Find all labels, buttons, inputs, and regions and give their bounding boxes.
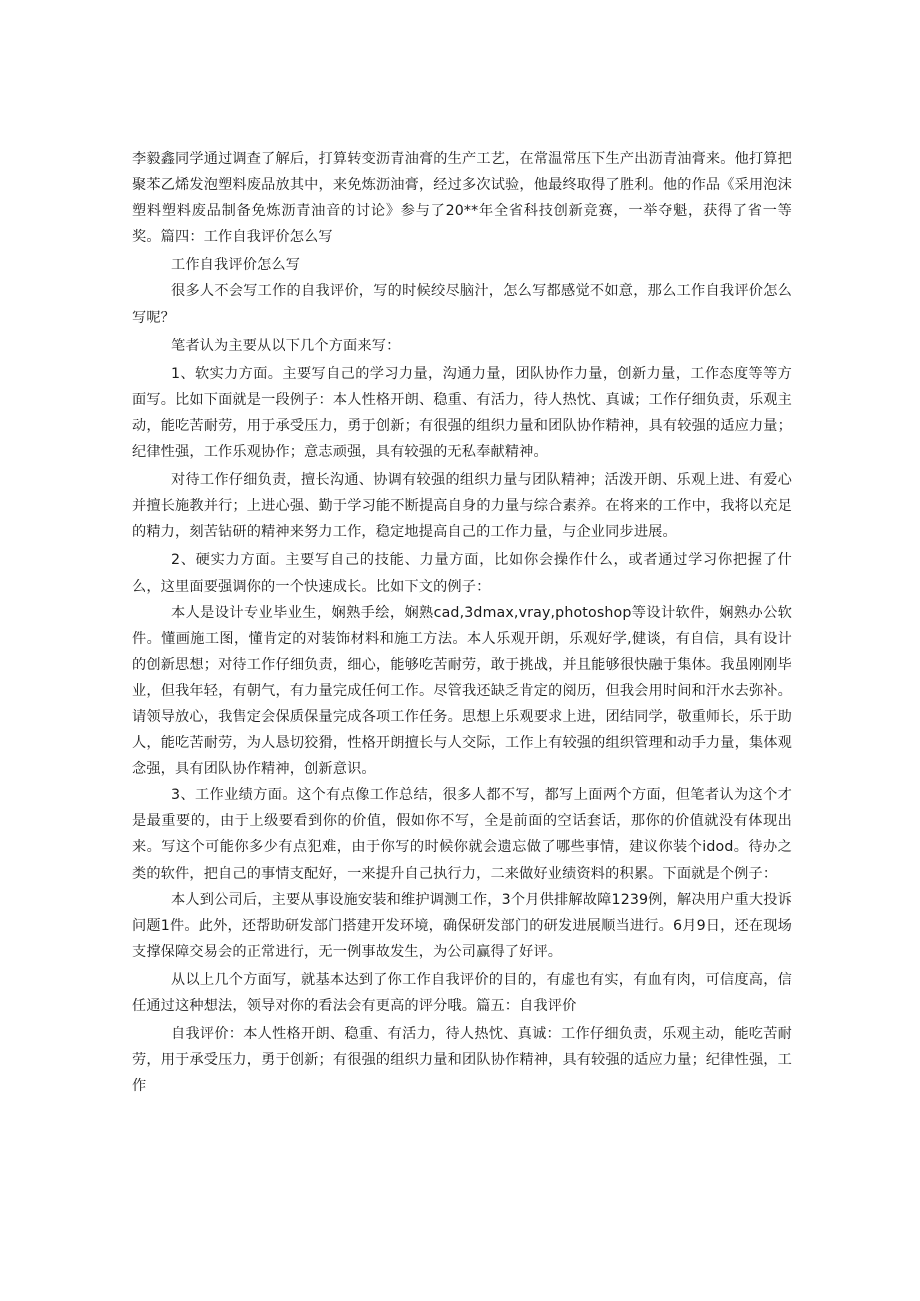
paragraph-heading-work-self-evaluation: 工作自我评价怎么写 bbox=[171, 257, 301, 274]
paragraph-hard-skills: 2、硬实力方面。主要写自己的技能、力量方面，比如你会操作什么，或者通过学习你把握了什么，这里面要强调你的一个快速成长。比如下文的例子： bbox=[132, 552, 792, 595]
paragraph-soft-skills: 1、软实力方面。主要写自己的学习力量，沟通力量，团队协作力量，创新力量，工作态度等等方面写。比如下面就是一段例子：本人性格开朗、稳重、有活力，待人热忱、真诚；工作仔细负责，乐观主动，能吃苦耐劳，用于承受压力，勇于创新；有很强的组织力量和团队协作精神，具有较强的适应力量；纪律性强，工作乐观协作；意志顽强，具有较强的无私奉献精神。 bbox=[132, 365, 792, 461]
paragraph-work-performance: 3、工作业绩方面。这个有点像工作总结，很多人都不写，都写上面两个方面，但笔者认为这个才是最重要的，由于上级要看到你的价值，假如你不写，全是前面的空话套话，那你的价值就没有体现出来。写这个可能你多少有点犯难，由于你写的时候你就会遗忘做了哪些事情，建议你装个idod。待办之类的软件，把自己的事情支配好，一来提升自己执行力，二来做好业绩资料的积累。下面就是个例子： bbox=[132, 787, 792, 882]
paragraph-author-opinion: 笔者认为主要从以下几个方面来写： bbox=[171, 337, 401, 354]
paragraph-intro-li-yixin: 李毅鑫同学通过调查了解后，打算转变沥青油膏的生产工艺，在常温常压下生产出沥青油膏来。他打算把聚苯乙烯发泡塑料废品放其中，来免炼沥油膏，经过多次试验，他最终取得了胜利。他的作品《采用泡沫塑料塑料废品制备免炼沥青油音的讨论》参与了20**年全省科技创新竞赛，一举夺魁，获得了省一等奖。篇四：工作自我评价怎么写 bbox=[132, 151, 792, 246]
paragraph-design-graduate-example: 本人是设计专业毕业生，娴熟手绘，娴熟cad,3dmax,vray,photoshop等设计软件，娴熟办公软件。懂画施工图，懂肯定的对装饰材料和施工方法。本人乐观开朗，乐观好学,健谈，有自信，具有设计的创新思想；对待工作仔细负责，细心，能够吃苦耐劳，敢于挑战，并且能够很快融于集体。我虽刚刚毕业，但我年轻，有朝气，有力量完成任何工作。尽管我还缺乏肯定的阅历，但我会用时间和汗水去弥补。请领导放心，我售定会保质保量完成各项工作任务。思想上乐观要求上进，团结同学，敬重师长，乐于助人，能吃苦耐劳，为人恳切狡猾，性格开朗擅长与人交际，工作上有较强的组织管理和动手力量，集体观念强，具有团队协作精神，创新意识。 bbox=[132, 604, 792, 778]
paragraph-self-evaluation: 自我评价：本人性格开朗、稳重、有活力，待人热忱、真诚：工作仔细负责，乐观主动，能吃苦耐劳，用于承受压力，勇于创新；有很强的组织力量和团队协作精神，具有较强的适应力量；纪律性强，工作 bbox=[132, 1026, 792, 1095]
paragraph-many-people: 很多人不会写工作的自我评价，写的时候绞尽脑汁，怎么写都感觉不如意，那么工作自我评价怎么写呢？ bbox=[132, 283, 792, 326]
paragraph-work-attitude: 对待工作仔细负责，擅长沟通、协调有较强的组织力量与团队精神；活泼开朗、乐观上进、有爱心并擅长施教并行；上进心强、勤于学习能不断提高自身的力量与综合素养。在将来的工作中，我将以充足的精力，刻苦钻研的精神来努力工作，稳定地提高自己的工作力量，与企业同步进展。 bbox=[132, 472, 792, 541]
paragraph-performance-example: 本人到公司后，主要从事设施安装和维护调测工作，3个月供排解故障1239例，解决用户重大投诉问题1件。此外，还帮助研发部门搭建开发环境，确保研发部门的研发进展顺当进行。6月9日，还在现场支撑保障交易会的正常进行，无一例事故发生，为公司赢得了好评。 bbox=[132, 891, 792, 960]
document-page bbox=[132, 146, 792, 1099]
paragraph-conclusion: 从以上几个方面写，就基本达到了你工作自我评价的目的，有虚也有实，有血有肉，可信度高，信任通过这种想法，领导对你的看法会有更高的评分哦。篇五：自我评价 bbox=[132, 971, 792, 1014]
